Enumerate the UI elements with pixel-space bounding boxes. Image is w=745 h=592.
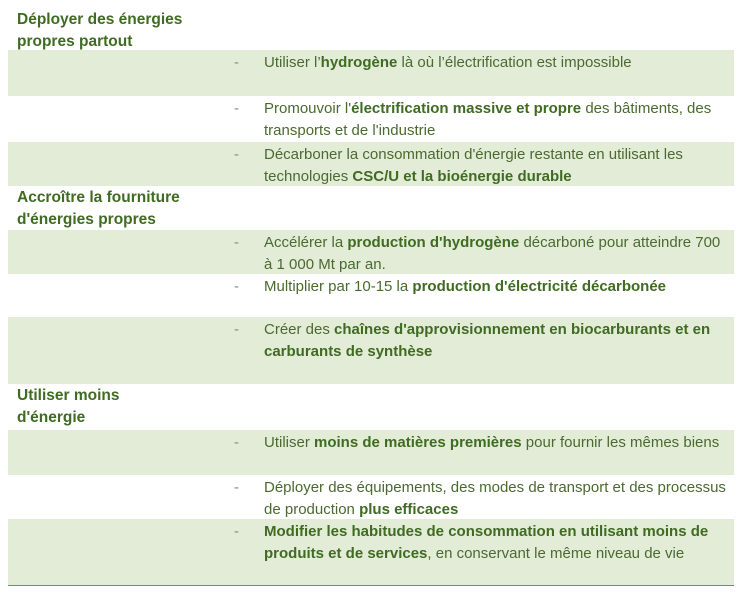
bullet-dash: - — [234, 278, 239, 295]
item-text — [264, 98, 726, 142]
section-title: Accroître la fourniture d'énergies propres — [17, 189, 180, 228]
table-row — [8, 274, 734, 317]
section-title: Utiliser moins d'énergie — [17, 387, 120, 426]
bullet-dash: - — [234, 234, 239, 251]
item-text-segment: Accélérer la — [264, 234, 348, 251]
item-text-segment: Décarboner la consommation d'énergie restante en utilisant les technologies — [264, 146, 683, 185]
bullet-dash: - — [234, 321, 239, 338]
table-bottom-rule — [8, 585, 734, 586]
item-text — [264, 319, 726, 363]
item-text-segment: pour fournir les mêmes biens — [521, 434, 720, 451]
item-text-bold: CSC/U et la bioénergie durable — [352, 168, 572, 185]
section-header-row — [8, 8, 734, 50]
measures-table — [8, 8, 734, 585]
section-title: Déployer des énergies propres partout — [17, 11, 183, 50]
bullet-dash: - — [234, 523, 239, 540]
item-text-segment: Multiplier par 10-15 la — [264, 278, 413, 295]
table-row — [8, 430, 734, 475]
item-text-segment: Utiliser l’ — [264, 54, 321, 71]
bullet-dash: - — [234, 100, 239, 117]
item-text — [264, 52, 726, 74]
table-row — [8, 96, 734, 142]
bullet-dash: - — [234, 54, 239, 71]
item-text-bold: production d'électricité décarbonée — [412, 278, 667, 295]
item-text-segment: là où l’électrification est impossible — [397, 54, 632, 71]
item-text-segment: Promouvoir l' — [264, 100, 352, 117]
table-row — [8, 142, 734, 186]
table-row — [8, 317, 734, 384]
item-text — [264, 432, 726, 454]
section-header-row — [8, 186, 734, 230]
item-text-bold: hydrogène — [320, 54, 398, 71]
item-text — [264, 276, 726, 298]
section-header-row — [8, 384, 734, 430]
item-text — [264, 477, 726, 521]
item-text-segment: , en conservant le même niveau de vie — [427, 545, 685, 562]
item-text-bold: production d'hydrogène — [347, 234, 520, 251]
item-text — [264, 144, 726, 188]
item-text-bold: chaînes d'approvisionnement en biocarburants et en carburants de synthèse — [264, 321, 711, 360]
item-text-bold: Modifier les habitudes de consommation en utilisant moins de produits et de services — [264, 523, 709, 562]
bullet-dash: - — [234, 479, 239, 496]
item-text-bold: moins de matières premières — [314, 434, 522, 451]
table-row — [8, 230, 734, 274]
item-text-segment: Utiliser — [264, 434, 315, 451]
item-text-segment: Déployer des équipements, des modes de transport et des processus de production — [264, 479, 726, 518]
item-text-segment: Créer des — [264, 321, 335, 338]
table-row — [8, 519, 734, 585]
item-text-bold: électrification massive et propre — [351, 100, 582, 117]
item-text-segment: des bâtiments, des transports et de l'industrie — [264, 100, 712, 139]
bullet-dash: - — [234, 146, 239, 163]
item-text — [264, 232, 726, 276]
item-text-segment: décarboné pour atteindre 700 à 1 000 Mt par an. — [264, 234, 721, 273]
table-row — [8, 475, 734, 519]
item-text-bold: plus efficaces — [359, 501, 459, 518]
table-row — [8, 50, 734, 96]
item-text — [264, 521, 726, 565]
bullet-dash: - — [234, 434, 239, 451]
